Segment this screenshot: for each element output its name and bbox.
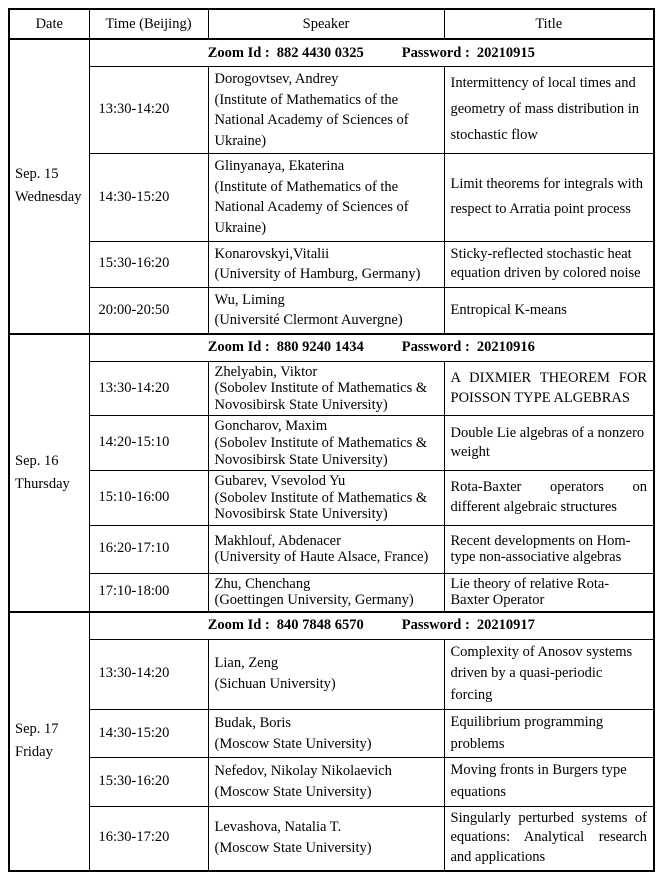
password-label: Password : <box>401 339 470 356</box>
password-label: Password : <box>401 44 470 61</box>
speaker-affiliation: (Moscow State University) <box>214 735 372 752</box>
header-row <box>9 9 654 39</box>
speaker-name: Wu, Liming <box>214 291 285 308</box>
date-cell <box>9 39 89 334</box>
speaker-name: Nefedov, Nikolay Nikolaevich <box>214 763 392 780</box>
speaker-cell <box>208 471 444 526</box>
zoom-id-pair <box>208 339 364 356</box>
zoom-id-value: 882 4430 0325 <box>276 44 364 61</box>
talk-title-cell: Rota-Baxter operators on different algebraic structures <box>444 471 654 526</box>
date-label: Sep. 16 <box>15 452 59 469</box>
speaker-cell <box>208 573 444 612</box>
speaker-affiliation: (University of Haute Alsace, France) <box>214 549 429 566</box>
speaker-cell <box>208 806 444 870</box>
password-value: 20210917 <box>476 617 535 634</box>
session-row <box>9 416 654 471</box>
zoom-credentials-row <box>9 334 654 362</box>
section-sep-15 <box>9 39 654 334</box>
session-row <box>9 361 654 416</box>
time-cell: 16:20-17:10 <box>89 525 208 573</box>
session-row <box>9 639 654 709</box>
date-label: Sep. 17 <box>15 720 59 737</box>
zoom-id-value: 840 7848 6570 <box>276 617 364 634</box>
date-cell <box>9 612 89 871</box>
time-cell: 14:30-15:20 <box>89 154 208 241</box>
speaker-name: Levashova, Natalia T. <box>214 819 342 836</box>
speaker-affiliation: (Goettingen University, Germany) <box>214 592 414 609</box>
column-header-title: Title <box>444 9 654 39</box>
weekday-label: Friday <box>15 744 53 761</box>
session-row <box>9 758 654 807</box>
time-cell: 13:30-14:20 <box>89 361 208 416</box>
zoom-credentials-row <box>9 39 654 67</box>
speaker-name: Glinyanaya, Ekaterina <box>214 158 345 175</box>
speaker-cell <box>208 639 444 709</box>
time-cell: 15:30-16:20 <box>89 241 208 287</box>
speaker-name: Budak, Boris <box>214 714 292 731</box>
speaker-cell <box>208 525 444 573</box>
time-cell: 14:30-15:20 <box>89 709 208 758</box>
conference-schedule-table <box>8 8 655 872</box>
speaker-cell <box>208 67 444 154</box>
speaker-name: Dorogovtsev, Andrey <box>214 71 339 87</box>
speaker-affiliation: (Institute of Mathematics of the National Academy of Sciences of Ukraine) <box>214 178 409 237</box>
speaker-cell <box>208 361 444 416</box>
speaker-name: Gubarev, Vsevolod Yu <box>214 473 346 490</box>
talk-title-cell: Entropical K-means <box>444 287 654 334</box>
session-row <box>9 573 654 612</box>
zoom-credentials-cell <box>89 334 654 362</box>
session-row <box>9 471 654 526</box>
session-row <box>9 806 654 870</box>
time-cell: 14:20-15:10 <box>89 416 208 471</box>
time-cell: 13:30-14:20 <box>89 67 208 154</box>
password-value: 20210916 <box>476 339 535 356</box>
zoom-credentials-cell <box>89 39 654 67</box>
speaker-affiliation: (Institute of Mathematics of the National Academy of Sciences of Ukraine) <box>214 91 409 149</box>
speaker-name: Lian, Zeng <box>214 655 279 672</box>
speaker-affiliation: (Sichuan University) <box>214 676 336 693</box>
speaker-name: Zhelyabin, Viktor <box>214 363 318 380</box>
time-cell: 15:10-16:00 <box>89 471 208 526</box>
time-cell: 16:30-17:20 <box>89 806 208 870</box>
talk-title-cell: Recent developments on Hom-type non-associative algebras <box>444 525 654 573</box>
zoom-id-label: Zoom Id : <box>207 44 270 61</box>
talk-title-cell: Double Lie algebras of a nonzero weight <box>444 416 654 471</box>
date-cell <box>9 334 89 612</box>
speaker-name: Zhu, Chenchang <box>214 575 311 592</box>
time-cell: 13:30-14:20 <box>89 639 208 709</box>
speaker-name: Konarovskyi,Vitalii <box>214 245 330 262</box>
time-cell: 15:30-16:20 <box>89 758 208 807</box>
column-header-speaker: Speaker <box>208 9 444 39</box>
time-cell: 17:10-18:00 <box>89 573 208 612</box>
talk-title-cell: Limit theorems for integrals with respect to Arratia point process <box>444 154 654 241</box>
zoom-credentials-cell <box>89 612 654 640</box>
weekday-label: Thursday <box>15 475 70 492</box>
password-pair <box>402 617 535 634</box>
zoom-credentials-row <box>9 612 654 640</box>
zoom-id-pair <box>208 617 364 634</box>
session-row <box>9 67 654 154</box>
talk-title-cell: Sticky-reflected stochastic heat equation driven by colored noise <box>444 241 654 287</box>
weekday-label: Wednesday <box>15 189 82 206</box>
session-row <box>9 525 654 573</box>
column-header-time: Time (Beijing) <box>89 9 208 39</box>
speaker-affiliation: (Moscow State University) <box>214 840 372 857</box>
speaker-affiliation: (Sobolev Institute of Mathematics & Novosibirsk State University) <box>214 489 428 523</box>
talk-title-cell: A DIXMIER THEOREM FOR POISSON TYPE ALGEBRAS <box>444 361 654 416</box>
zoom-id-label: Zoom Id : <box>207 339 270 356</box>
date-label: Sep. 15 <box>15 166 59 183</box>
talk-title-cell: Complexity of Anosov systems driven by a quasi-periodic forcing <box>444 639 654 709</box>
speaker-affiliation: (Sobolev Institute of Mathematics & Novosibirsk State University) <box>214 435 428 468</box>
password-value: 20210915 <box>476 44 535 61</box>
speaker-affiliation: (Moscow State University) <box>214 784 372 801</box>
speaker-cell <box>208 241 444 287</box>
password-label: Password : <box>401 617 470 634</box>
speaker-affiliation: (Sobolev Institute of Mathematics & Novosibirsk State University) <box>214 380 428 413</box>
speaker-cell <box>208 709 444 758</box>
section-sep-17 <box>9 612 654 871</box>
session-row <box>9 709 654 758</box>
speaker-cell <box>208 154 444 241</box>
session-row <box>9 241 654 287</box>
session-row <box>9 154 654 241</box>
speaker-name: Goncharov, Maxim <box>214 418 328 435</box>
speaker-affiliation: (University of Hamburg, Germany) <box>214 266 421 283</box>
talk-title-cell: Intermittency of local times and geometry of mass distribution in stochastic flow <box>444 67 654 154</box>
time-cell: 20:00-20:50 <box>89 287 208 334</box>
zoom-id-label: Zoom Id : <box>207 617 270 634</box>
talk-title-cell: Moving fronts in Burgers type equations <box>444 758 654 807</box>
speaker-affiliation: (Université Clermont Auvergne) <box>214 312 403 329</box>
password-pair <box>402 339 535 356</box>
zoom-id-pair <box>208 45 364 62</box>
zoom-id-value: 880 9240 1434 <box>276 339 364 356</box>
talk-title-cell: Lie theory of relative Rota-Baxter Operator <box>444 573 654 612</box>
talk-title-cell: Singularly perturbed systems of equations: Analytical research and applications <box>444 806 654 870</box>
speaker-name: Makhlouf, Abdenacer <box>214 532 341 549</box>
password-pair <box>402 45 535 62</box>
speaker-cell <box>208 416 444 471</box>
session-row <box>9 287 654 334</box>
speaker-cell <box>208 758 444 807</box>
section-sep-16 <box>9 334 654 612</box>
column-header-date: Date <box>9 9 89 39</box>
speaker-cell <box>208 287 444 334</box>
talk-title-cell: Equilibrium programming problems <box>444 709 654 758</box>
